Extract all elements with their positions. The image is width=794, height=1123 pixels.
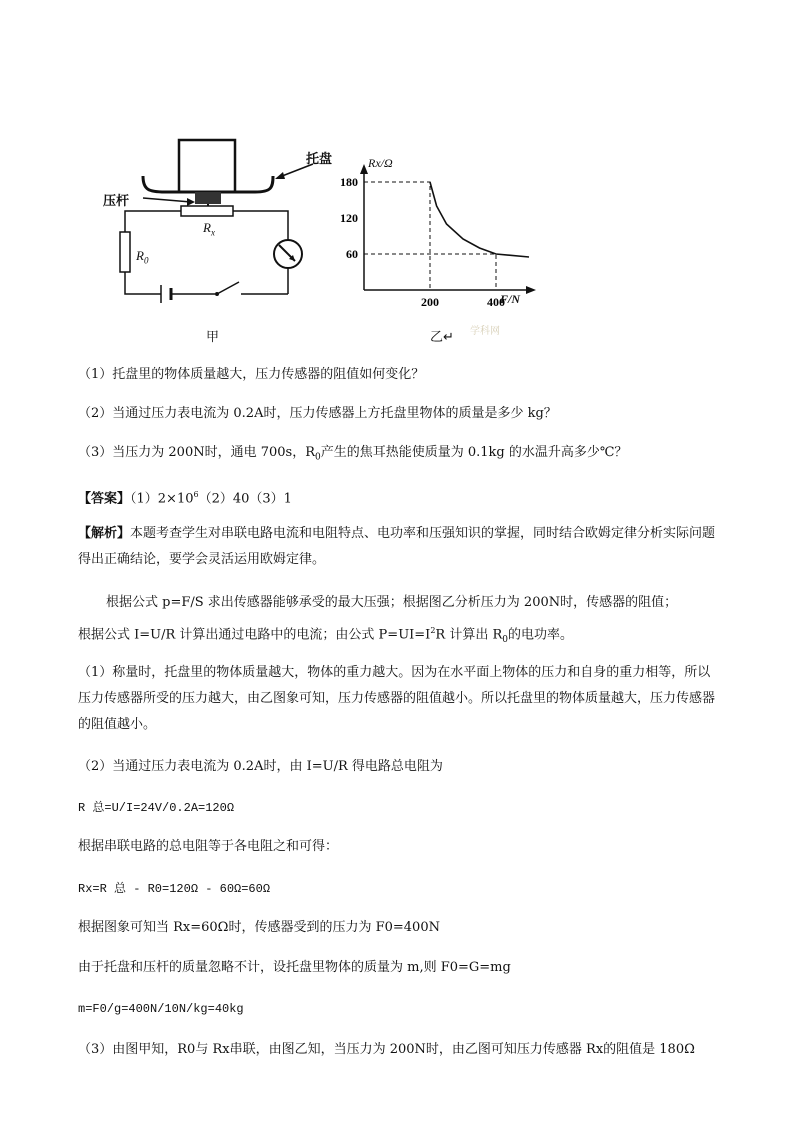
equation-rx: Rx=R 总 - R0=120Ω - 60Ω=60Ω (78, 882, 271, 896)
r0-resistor (120, 232, 130, 272)
answer-line: 【答案】$(1)2\times 10^6(2)40(3)1$ (78, 490, 292, 507)
analysis-label: 【解析】 (78, 526, 131, 541)
question-2: （2）当通过压力表电流为 0.2A时，压力传感器上方托盘里物体的质量是多少 kg？ (78, 406, 557, 421)
analysis-p8: （3）由图甲知，R0与 Rx串联，由图乙知，当压力为 200N时，由乙图可知压力传感器 Rx的阻值是 180Ω (78, 1042, 695, 1057)
y-tick-label: 60 (346, 247, 358, 261)
x-tick-label: 400 (487, 295, 505, 309)
analysis-p2-line2: 根据公式 I=U/R 计算出通过电路中的电流；由公式 $P=UI=I^2R$ 计算出 $R_0$的电功率。 (78, 626, 573, 645)
circuit-diagram (95, 130, 325, 350)
r0-label: $R_0$ (136, 248, 149, 266)
figure-yi-caption: 乙↵ (430, 330, 454, 345)
analysis-intro: 【解析】本题考查学生对串联电路电流和电阻特点、电功率和压强知识的掌握，同时结合欧姆定律分析实际问题得出正确结论，要学会灵活运用欧姆定律。 (78, 526, 716, 567)
question-1: （1）托盘里的物体质量越大，压力传感器的阻值如何变化？ (78, 367, 425, 382)
spring-block (195, 192, 221, 204)
rx-curve (430, 182, 529, 257)
analysis-p4: （2）当通过压力表电流为 0.2A时，由 I=U/R 得电路总电阻为 (78, 759, 443, 774)
question-3: （3）当压力为 200N时，通电 700s，$R_0$产生的焦耳热能使质量为 0.1kg 的水温升高多少℃？ (78, 445, 628, 463)
guide-200 (364, 182, 430, 290)
rx-label: $R_x$ (203, 220, 215, 238)
tray-label: 托盘 (306, 152, 333, 167)
analysis-p2-line1: 根据公式 p=F/S 求出传感器能够承受的最大压强；根据图乙分析压力为 200N时，传感器的阻值； (106, 595, 678, 610)
analysis-p3: （1）称量时，托盘里的物体质量越大，物体的重力越大。因为在水平面上物体的压力和自身的重力相等，所以压力传感器所受的压力越大，由乙图象可知，压力传感器的阻值越小。所以托盘里的物体质量越大，压力传感器的阻值越小。 (78, 665, 716, 732)
graph-xlabel: F/N (500, 292, 521, 306)
figure-jia-caption: 甲 (206, 330, 220, 345)
answer-label: 【答案】 (78, 491, 131, 507)
analysis-p5: 根据串联电路的总电阻等于各电阻之和可得： (78, 839, 339, 854)
y-tick-label: 120 (340, 211, 358, 225)
x-tick-label: 200 (421, 295, 439, 309)
equation-total-resistance: R 总=U/I=24V/0.2A=120Ω (78, 801, 235, 815)
graph-ylabel: Rx/Ω (368, 156, 393, 170)
rod-label: 压杆 (103, 194, 130, 209)
watermark: 学科网 (470, 326, 500, 337)
rx-resistor (181, 206, 233, 216)
object-box (179, 140, 235, 192)
equation-mass: m=F0/g=400N/10N/kg=40kg (78, 1002, 244, 1016)
analysis-p6: 根据图象可知当 Rx=60Ω时，传感器受到的压力为 F0=400N (78, 920, 440, 935)
analysis-p7: 由于托盘和压杆的质量忽略不计，设托盘里物体的质量为 m,则 F0=G=mg (78, 960, 511, 975)
y-tick-label: 180 (340, 175, 358, 189)
